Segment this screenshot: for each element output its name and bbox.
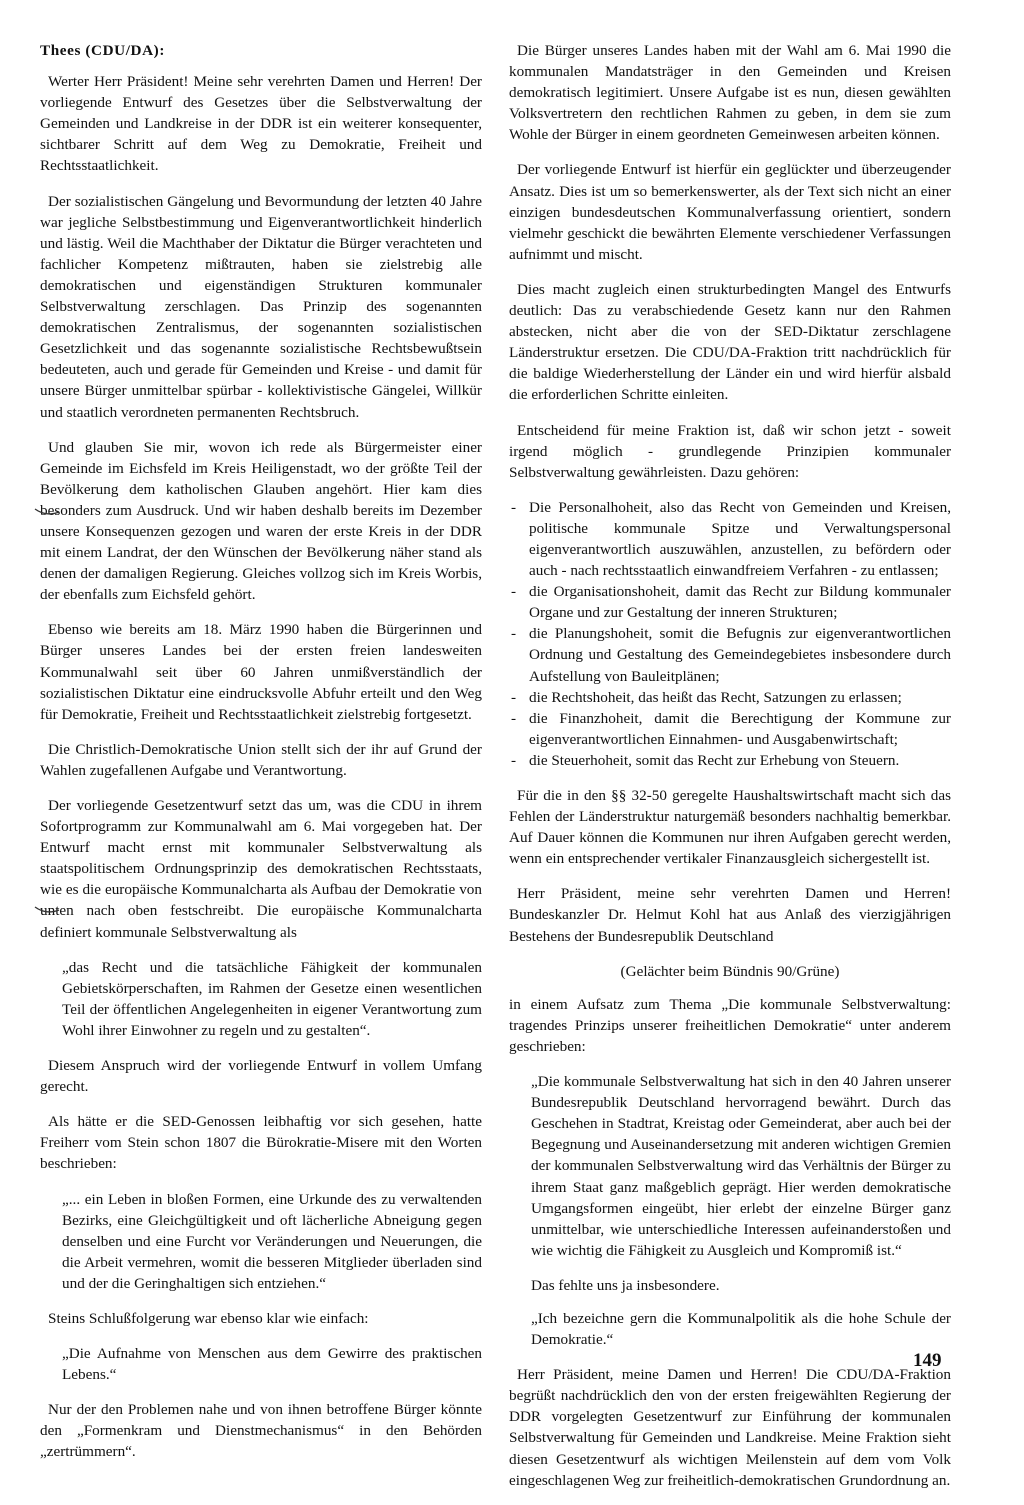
right-column [509,40,951,1505]
paragraph: Steins Schlußfolgerung war ebenso klar wie einfach: [48,1309,369,1327]
speaker-name: Thees (CDU/DA): [40,42,165,59]
paragraph: Die Bürger unseres Landes haben mit der Wahl am 6. Mai 1990 die kommunalen Mandatsträger in den Gemeinden und Kreisen demokratisch legitimiert. Unsere Aufgabe ist es nun, diesen gewählten Volksvertretern den rechtlichen Rahmen zu geben, in dem sie zum Wohle der Bürger in einem geordneten Gemeinwesen arbeiten können. [509,42,951,144]
paragraph: Werter Herr Präsident! Meine sehr verehrten Damen und Herren! Der vorliegende Entwurf des Gesetzes über die Selbstverwaltung der Gemeinden und Landkreise in der DDR ist ein weiterer konsequenter, sichtbarer Schritt auf dem Weg zu Demokratie, Freiheit und Rechtsstaatlichkeit. [40,73,482,175]
left-column [40,40,482,1477]
paragraph: Herr Präsident, meine Damen und Herren! Die CDU/DA-Fraktion begrüßt nachdrücklich den von der ersten freigewählten Regierung der DDR vorgelegten Gesetzentwurf zur Einführung der kommunalen Selbstverwaltung für Gemeinden und Landkreise. Meine Fraktion sieht diesen Gesetzentwurf als wichtigen Meilenstein auf dem vom Volk eingeschlagenen Weg zur freiheitlich-demokratischen Grundordnung an. [509,1366,951,1489]
paragraph: Als hätte er die SED-Genossen leibhaftig vor sich gesehen, hatte Freiherr vom Stein schon 1807 die Bürokratie-Misere mit den Worten beschrieben: [40,1113,482,1173]
list-item: - Die Personalhoheit, also das Recht von Gemeinden und Kreisen, politische kommunale Spitze und Verwaltungspersonal eigenverantwortlich auszuwählen, anzustellen, zu befördern oder auch - nach rechtsstaatlich einwandfreiem Verfahren - zu entlassen; [509,497,951,581]
list-item: - die Organisationshoheit, damit das Recht zur Bildung kommunaler Organe und zur Gestaltung der inneren Strukturen; [509,581,951,623]
list-item: - die Rechtshoheit, das heißt das Recht, Satzungen zu erlassen; [509,687,951,708]
page-number: 149 [913,1350,942,1371]
paragraph: Und glauben Sie mir, wovon ich rede als Bürgermeister einer Gemeinde im Eichsfeld im Kreis Heiligenstadt, wo der größte Teil der Bevölkerung dem katholischen Glauben angehört. Hier kam dies besonders zum Ausdruck. Und wir haben deshalb bereits im Dezember unsere Konsequenzen gezogen und waren der erste Kreis in der DDR mit einem Landrat, der den Wünschen der Bevölkerung näher stand als denen der damaligen Regierung. Gleiches vollzog sich im Kreis Worbis, der ebenfalls zum Eichsfeld gehört. [40,438,482,604]
paragraph: Ebenso wie bereits am 18. März 1990 haben die Bürgerinnen und Bürger unseres Landes bei der ersten freien landesweiten Kommunalwahl seit über 60 Jahren unmißverständlich der sozialistischen Diktatur eine eindrucksvolle Abfuhr erteilt und den Weg für Demokratie, Freiheit und Rechtsstaatlichkeit zielstrebig fortgesetzt. [40,621,482,723]
paragraph: Der sozialistischen Gängelung und Bevormundung der letzten 40 Jahre war jegliche Selbstbestimmung und Eigenverantwortlichkeit hinderlich und lästig. Weil die Machthaber der Diktatur die Bürger verachteten und fachlicher Kompetenz mißtrauten, haben sie zielstrebig alle demokratischen und eigenständigen Strukturen kommunaler Selbstverwaltung zerschlagen. Das Prinzip des sogenannten demokratischen Zentralismus, der sogenannten sozialistischen Gesetzlichkeit und das sogenannte sozialistische Rechtsbewußtsein bedeuteten, auch und gerade für Gemeinden und Kreise - und damit für unsere Bürger unmittelbar spürbar - kollektivistische Gängelei, Willkür und staatlich verordneten permanenten Rechtsbruch. [40,192,482,421]
paragraph: Das fehlte uns ja insbesondere. [531,1276,720,1294]
margin-mark [34,905,60,915]
paragraph: Der vorliegende Gesetzentwurf setzt das um, was die CDU in ihrem Sofortprogramm zur Kommunalwahl am 6. Mai vorgegeben hat. Der Entwurf macht ernst mit kommunaler Selbstverwaltung als staatspolitischem Ordnungsprinzip des demokratischen Rechtsstaats, wie es die europäische Kommunalcharta als Aufbau der Demokratie von unten nach oben festschreibt. Die europäische Kommunalcharta definiert kommunale Selbstverwaltung als [40,797,482,941]
paragraph: Für die in den §§ 32-50 geregelte Haushaltswirtschaft macht sich das Fehlen der Länderstruktur naturgemäß besonders nachhaltig bemerkbar. Auf Dauer können die Kommunen nur ihren Aufgaben gerecht werden, wenn ein entsprechender vertikaler Finanzausgleich sichergestellt ist. [509,787,951,868]
quotation: „Die Aufnahme von Menschen aus dem Gewirre des praktischen Lebens.“ [62,1345,482,1384]
paragraph: Diesem Anspruch wird der vorliegende Entwurf in vollem Umfang gerecht. [40,1057,482,1096]
quotation: „Die kommunale Selbstverwaltung hat sich in den 40 Jahren unserer Bundesrepublik Deutschland hervorragend bewährt. Durch das Geschehen in Stadtrat, Kreistag oder Gemeinderat, aber auch bei der Begegnung und Auseinandersetzung mit anderen wichtigen Gremien der kommunalen Selbstverwaltung wird das Verhältnis der Bürger zu ihrem Staat ganz maßgeblich geprägt. Hier werden demokratische Umgangsformen eingeübt, hier erlebt der einzelne Bürger ganz unmittelbar, wie unterschiedliche Interessen aufeinanderstoßen und wie wichtig die Fähigkeit zu Ausgleich und Kompromiß ist.“ [531,1073,951,1259]
paragraph: Dies macht zugleich einen strukturbedingten Mangel des Entwurfs deutlich: Das zu verabschiedende Gesetz kann nur den Rahmen abstecken, nicht aber die von der SED-Diktatur zerschlagene Länderstruktur ersetzen. Die CDU/DA-Fraktion tritt nachdrücklich für die baldige Wiederherstellung der Länder ein und wird hierfür alsbald die erforderlichen Schritte einleiten. [509,280,951,404]
interjection: (Gelächter beim Bündnis 90/Grüne) [620,962,840,980]
paragraph: in einem Aufsatz zum Thema „Die kommunale Selbstverwaltung: tragendes Prinzips unserer freiheitlichen Demokratie“ unter anderem geschrieben: [509,995,951,1055]
list-item: - die Planungshoheit, somit die Befugnis zur eigenverantwortlichen Ordnung und Gestaltung des Gemeindegebietes insbesondere durch Aufstellung von Bauleitplänen; [509,623,951,686]
margin-mark [34,507,60,517]
paragraph: Der vorliegende Entwurf ist hierfür ein geglückter und überzeugender Ansatz. Dies ist um so bemerkenswerter, als der Text sich nicht an einer einzigen bundesdeutschen Kommunalverfassung orientiert, sondern vielmehr geschickt die bewährten Elemente verschiedener Verfassungen aufnimmt und mischt. [509,161,951,263]
paragraph: Herr Präsident, meine sehr verehrten Damen und Herren! Bundeskanzler Dr. Helmut Kohl hat aus Anlaß des vierzigjährigen Bestehens der Bundesrepublik Deutschland [509,885,951,945]
list-item: - die Finanzhoheit, damit die Berechtigung der Kommune zur eigenverantwortlichen Einnahmen- und Ausgabenwirtschaft; [509,708,951,750]
paragraph: Die Christlich-Demokratische Union stellt sich der ihr auf Grund der Wahlen zugefallenen Aufgabe und Verantwortung. [40,740,482,779]
quotation: „Ich bezeichne gern die Kommunalpolitik als die hohe Schule der Demokratie.“ [531,1309,951,1349]
quotation: „das Recht und die tatsächliche Fähigkeit der kommunalen Gebietskörperschaften, im Rahmen der Gesetze einen wesentlichen Teil der öffentlichen Angelegenheiten in eigener Verantwortung zum Wohl ihrer Einwohner zu regeln und zu gestalten“. [62,958,482,1039]
paragraph: Nur der den Problemen nahe und von ihnen betroffene Bürger könnte den „Formenkram und Dienstmechanismus“ in den Behörden „zertrümmern“. [40,1401,482,1461]
quotation: „... ein Leben in bloßen Formen, eine Urkunde des zu verwaltenden Bezirks, eine Gleichgültigkeit und oft lächerliche Abneigung gegen denselben und eine Furcht vor Veränderungen und Neuerungen, die die Arbeit vermehren, womit die besseren Mitglieder überladen sind und der die Geringhaltigen sich entziehen.“ [62,1190,482,1292]
paragraph: Entscheidend für meine Fraktion ist, daß wir schon jetzt - soweit irgend möglich - grundlegende Prinzipien kommunaler Selbstverwaltung gewährleisten. Dazu gehören: [509,421,951,481]
list-item: - die Steuerhoheit, somit das Recht zur Erhebung von Steuern. [509,750,951,771]
rights-list [509,497,951,771]
